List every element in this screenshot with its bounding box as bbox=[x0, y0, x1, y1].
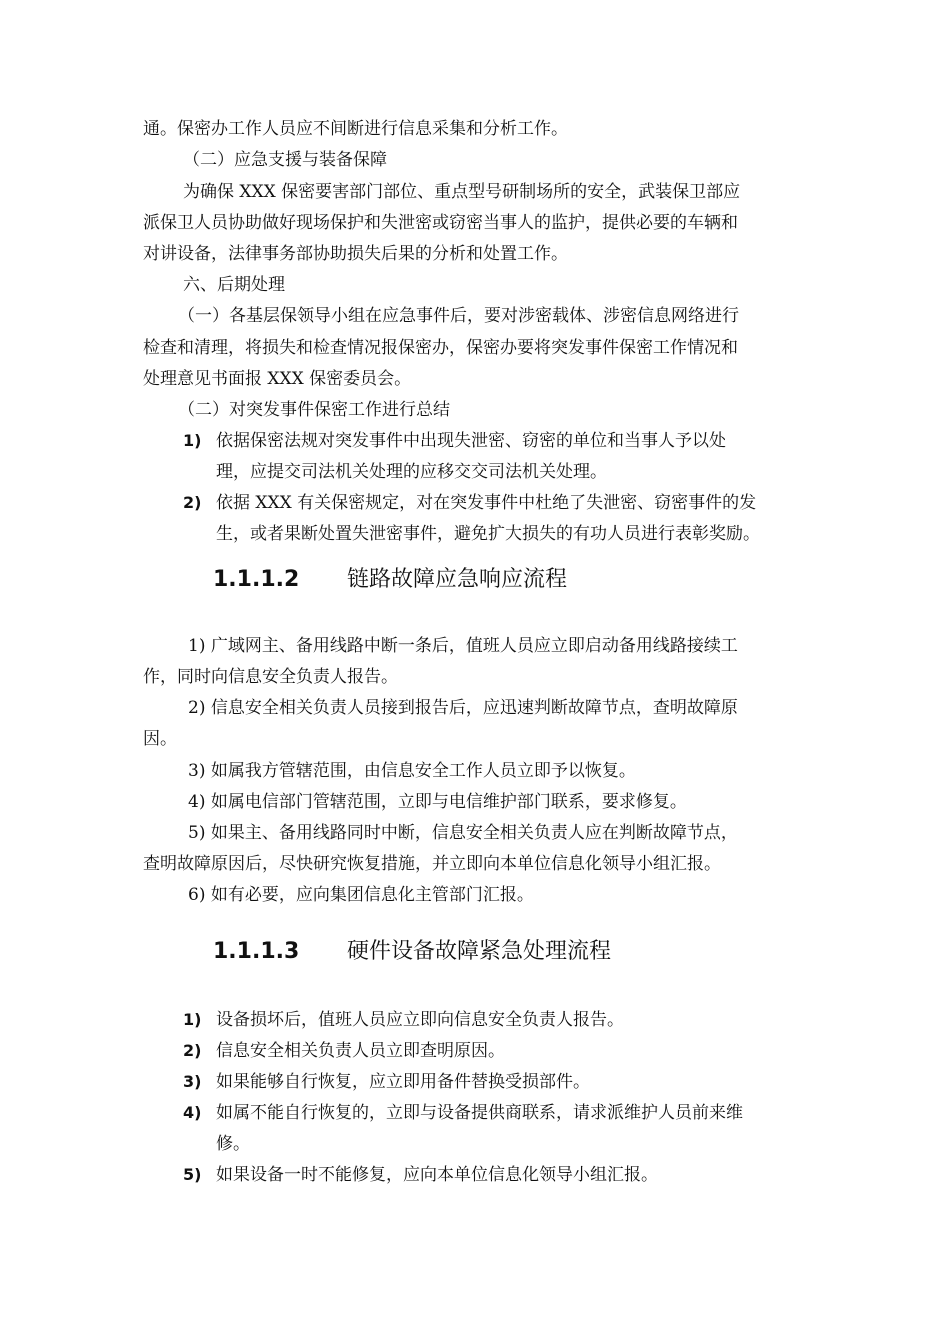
step-line: 因。 bbox=[143, 729, 177, 749]
step-line: 6) 如有必要，应向集团信息化主管部门汇报。 bbox=[188, 885, 534, 905]
list-item-line: 依据 XXX 有关保密规定，对在突发事件中杜绝了失泄密、窃密事件的发 bbox=[216, 493, 757, 513]
step-line: 查明故障原因后，尽快研究恢复措施，并立即向本单位信息化领导小组汇报。 bbox=[143, 854, 721, 874]
list-item-line: 设备损坏后，值班人员应立即向信息安全负责人报告。 bbox=[216, 1010, 624, 1030]
heading-number: 1.1.1.3 bbox=[213, 939, 300, 964]
list-number: 1) bbox=[183, 1010, 202, 1029]
step-line: 作，同时向信息安全负责人报告。 bbox=[143, 667, 398, 687]
paragraph-line: 派保卫人员协助做好现场保护和失泄密或窃密当事人的监护，提供必要的车辆和 bbox=[143, 213, 738, 233]
paragraph-line: 检查和清理，将损失和检查情况报保密办，保密办要将突发事件保密工作情况和 bbox=[143, 338, 738, 358]
list-item-line: 生，或者果断处置失泄密事件，避免扩大损失的有功人员进行表彰奖励。 bbox=[216, 524, 760, 544]
paragraph-line: 处理意见书面报 XXX 保密委员会。 bbox=[143, 369, 412, 389]
list-number: 2) bbox=[183, 1041, 202, 1060]
paragraph-line: 对讲设备，法律事务部协助损失后果的分析和处置工作。 bbox=[143, 244, 568, 264]
heading-title: 链路故障应急响应流程 bbox=[347, 567, 568, 592]
subsection-heading: （二）对突发事件保密工作进行总结 bbox=[178, 400, 450, 420]
step-line: 1) 广域网主、备用线路中断一条后，值班人员应立即启动备用线路接续工 bbox=[188, 636, 738, 656]
list-item-line: 理，应提交司法机关处理的应移交交司法机关处理。 bbox=[216, 462, 607, 482]
paragraph-line: 通。保密办工作人员应不间断进行信息采集和分析工作。 bbox=[143, 119, 568, 139]
step-line: 4) 如属电信部门管辖范围，立即与电信维护部门联系，要求修复。 bbox=[188, 792, 687, 812]
list-item-line: 信息安全相关负责人员立即查明原因。 bbox=[216, 1041, 505, 1061]
subsection-heading: （二）应急支援与装备保障 bbox=[183, 150, 387, 170]
list-item-line: 如果能够自行恢复，应立即用备件替换受损部件。 bbox=[216, 1072, 590, 1092]
list-number: 1) bbox=[183, 431, 202, 450]
list-item-line: 依据保密法规对突发事件中出现失泄密、窃密的单位和当事人予以处 bbox=[216, 431, 726, 451]
section-heading: 六、后期处理 bbox=[183, 275, 285, 295]
list-number: 5) bbox=[183, 1165, 202, 1184]
step-line: 2) 信息安全相关负责人员接到报告后，应迅速判断故障节点，查明故障原 bbox=[188, 698, 738, 718]
paragraph-line: （一）各基层保领导小组在应急事件后，要对涉密载体、涉密信息网络进行 bbox=[178, 306, 739, 326]
heading-title: 硬件设备故障紧急处理流程 bbox=[347, 939, 612, 964]
step-line: 5) 如果主、备用线路同时中断，信息安全相关负责人应在判断故障节点， bbox=[188, 823, 738, 843]
list-number: 3) bbox=[183, 1072, 202, 1091]
list-item-line: 如果设备一时不能修复，应向本单位信息化领导小组汇报。 bbox=[216, 1165, 658, 1185]
step-line: 3) 如属我方管辖范围，由信息安全工作人员立即予以恢复。 bbox=[188, 761, 636, 781]
heading-number: 1.1.1.2 bbox=[213, 567, 300, 592]
paragraph-line: 为确保 XXX 保密要害部门部位、重点型号研制场所的安全，武装保卫部应 bbox=[183, 182, 741, 202]
list-number: 4) bbox=[183, 1103, 202, 1122]
list-item-line: 修。 bbox=[216, 1134, 250, 1154]
list-item-line: 如属不能自行恢复的，立即与设备提供商联系，请求派维护人员前来维 bbox=[216, 1103, 743, 1123]
list-number: 2) bbox=[183, 493, 202, 512]
